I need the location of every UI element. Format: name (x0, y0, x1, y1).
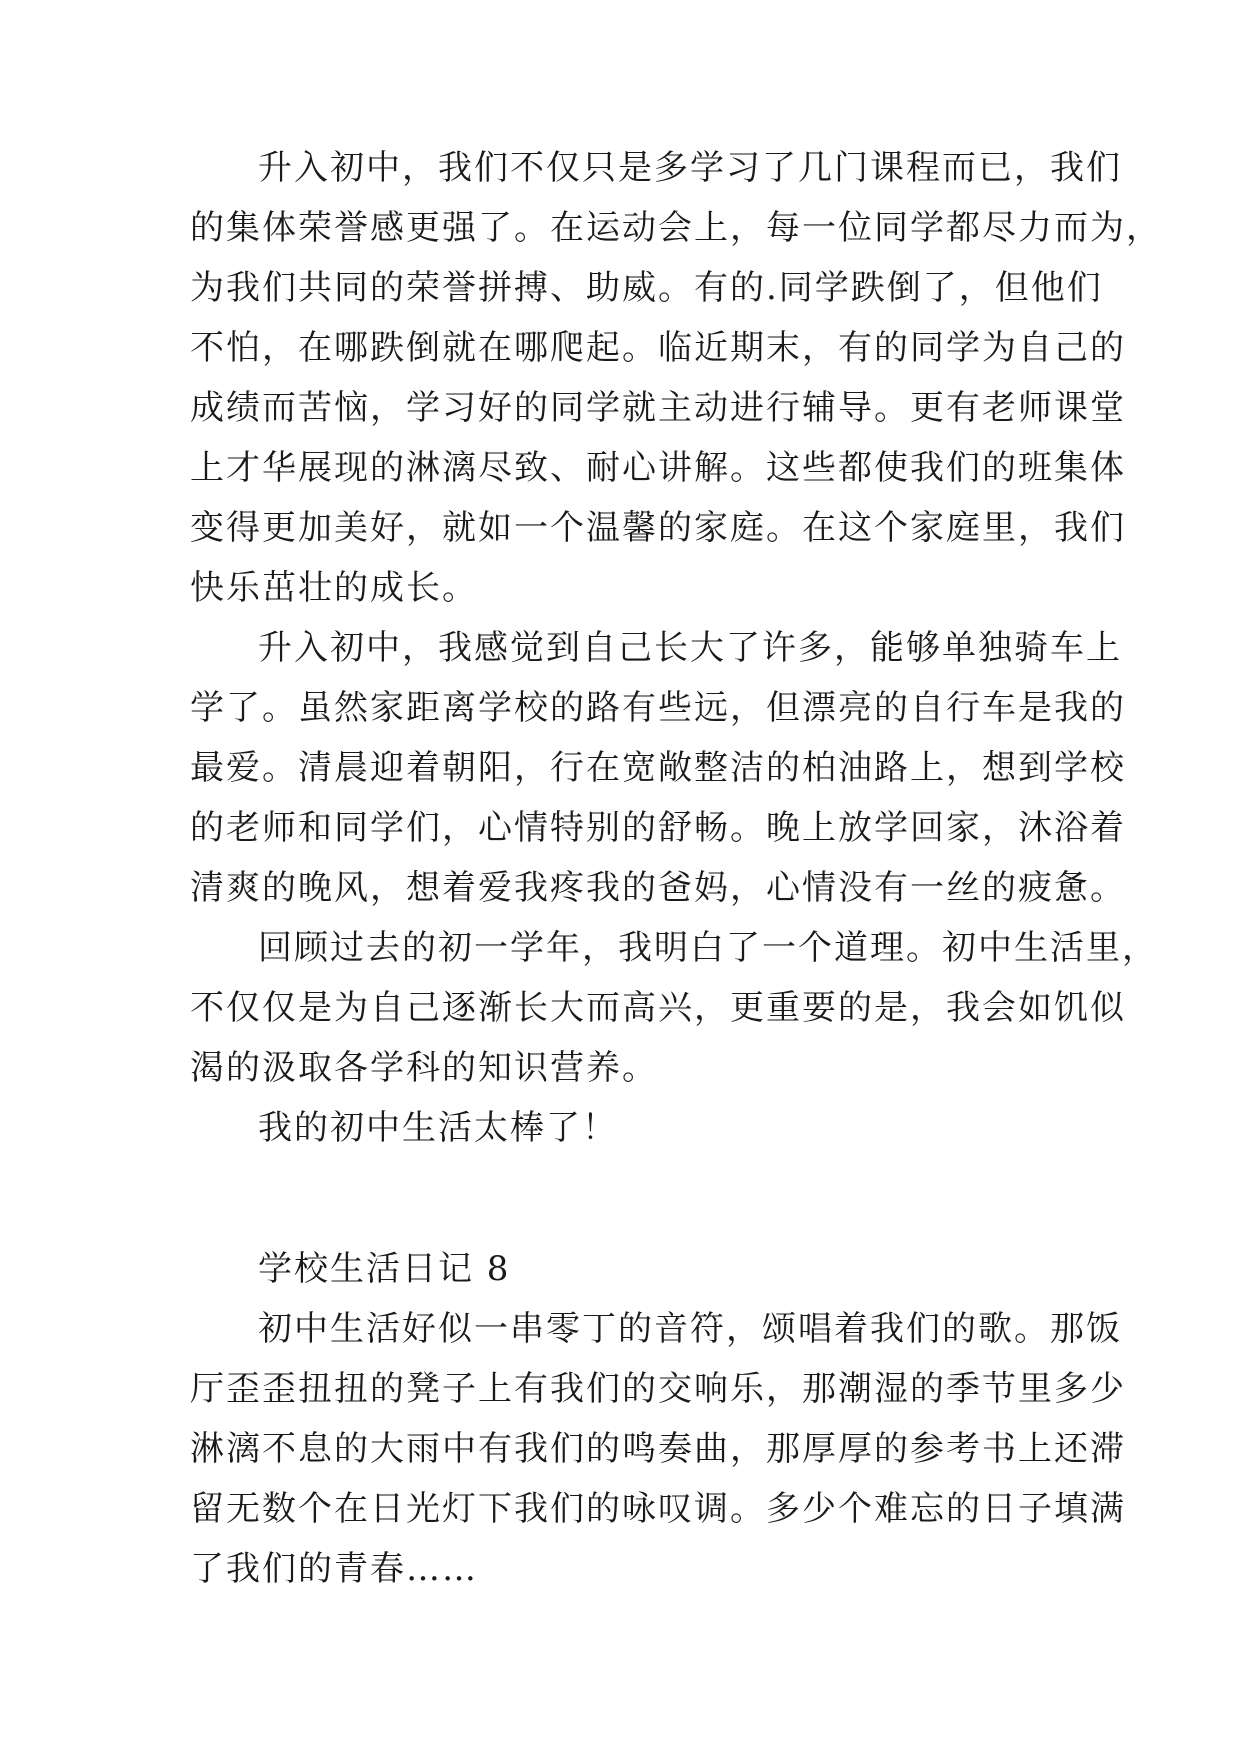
paragraph-line: 成绩而苦恼，学习好的同学就主动进行辅导。更有老师课堂 (190, 388, 1126, 428)
paragraph-line: 上才华展现的淋漓尽致、耐心讲解。这些都使我们的班集体 (190, 448, 1126, 488)
section-paragraph (190, 1299, 1126, 1599)
paragraph-line: 初中生活好似一串零丁的音符，颂唱着我们的歌。那饭 (258, 1309, 1122, 1349)
paragraph-line: 厅歪歪扭扭的凳子上有我们的交响乐，那潮湿的季节里多少 (190, 1369, 1126, 1409)
paragraph-2 (190, 618, 1126, 918)
section-heading (190, 1239, 1060, 1299)
paragraph-line: 快乐茁壮的成长。 (190, 568, 478, 608)
paragraph-line: 升入初中，我们不仅只是多学习了几门课程而已，我们 (258, 148, 1122, 188)
paragraph-line: 变得更加美好，就如一个温馨的家庭。在这个家庭里，我们 (190, 508, 1126, 548)
paragraph-line: 的老师和同学们，心情特别的舒畅。晚上放学回家，沐浴着 (190, 808, 1126, 848)
paragraph-line: 升入初中，我感觉到自己长大了许多，能够单独骑车上 (258, 628, 1122, 668)
paragraph-line: 留无数个在日光灯下我们的咏叹调。多少个难忘的日子填满 (190, 1489, 1126, 1529)
paragraph-line: 我的初中生活太棒了！ (258, 1108, 618, 1148)
paragraph-4 (190, 1098, 1060, 1158)
paragraph-line: 最爱。清晨迎着朝阳，行在宽敞整洁的柏油路上，想到学校 (190, 748, 1126, 788)
paragraph-line: 清爽的晚风，想着爱我疼我的爸妈，心情没有一丝的疲惫。 (190, 868, 1126, 908)
paragraph-3 (190, 918, 1158, 1098)
paragraph-line: 不仅仅是为自己逐渐长大而高兴，更重要的是，我会如饥似 (190, 988, 1126, 1028)
paragraph-line: 不怕，在哪跌倒就在哪爬起。临近期末，有的同学为自己的 (190, 328, 1126, 368)
section-title: 学校生活日记 8 (258, 1249, 511, 1289)
paragraph-line: 为我们共同的荣誉拼搏、助威。有的.同学跌倒了，但他们 (190, 268, 1103, 308)
paragraph-line: 淋漓不息的大雨中有我们的鸣奏曲，那厚厚的参考书上还滞 (190, 1429, 1126, 1469)
paragraph-line: 的集体荣誉感更强了。在运动会上，每一位同学都尽力而为， (190, 208, 1162, 248)
paragraph-line: 回顾过去的初一学年，我明白了一个道理。初中生活里， (258, 928, 1158, 968)
paragraph-line: 了我们的青春…… (190, 1549, 478, 1589)
paragraph-line: 渴的汲取各学科的知识营养。 (190, 1048, 658, 1088)
paragraph-1 (190, 138, 1162, 618)
paragraph-line: 学了。虽然家距离学校的路有些远，但漂亮的自行车是我的 (190, 688, 1126, 728)
